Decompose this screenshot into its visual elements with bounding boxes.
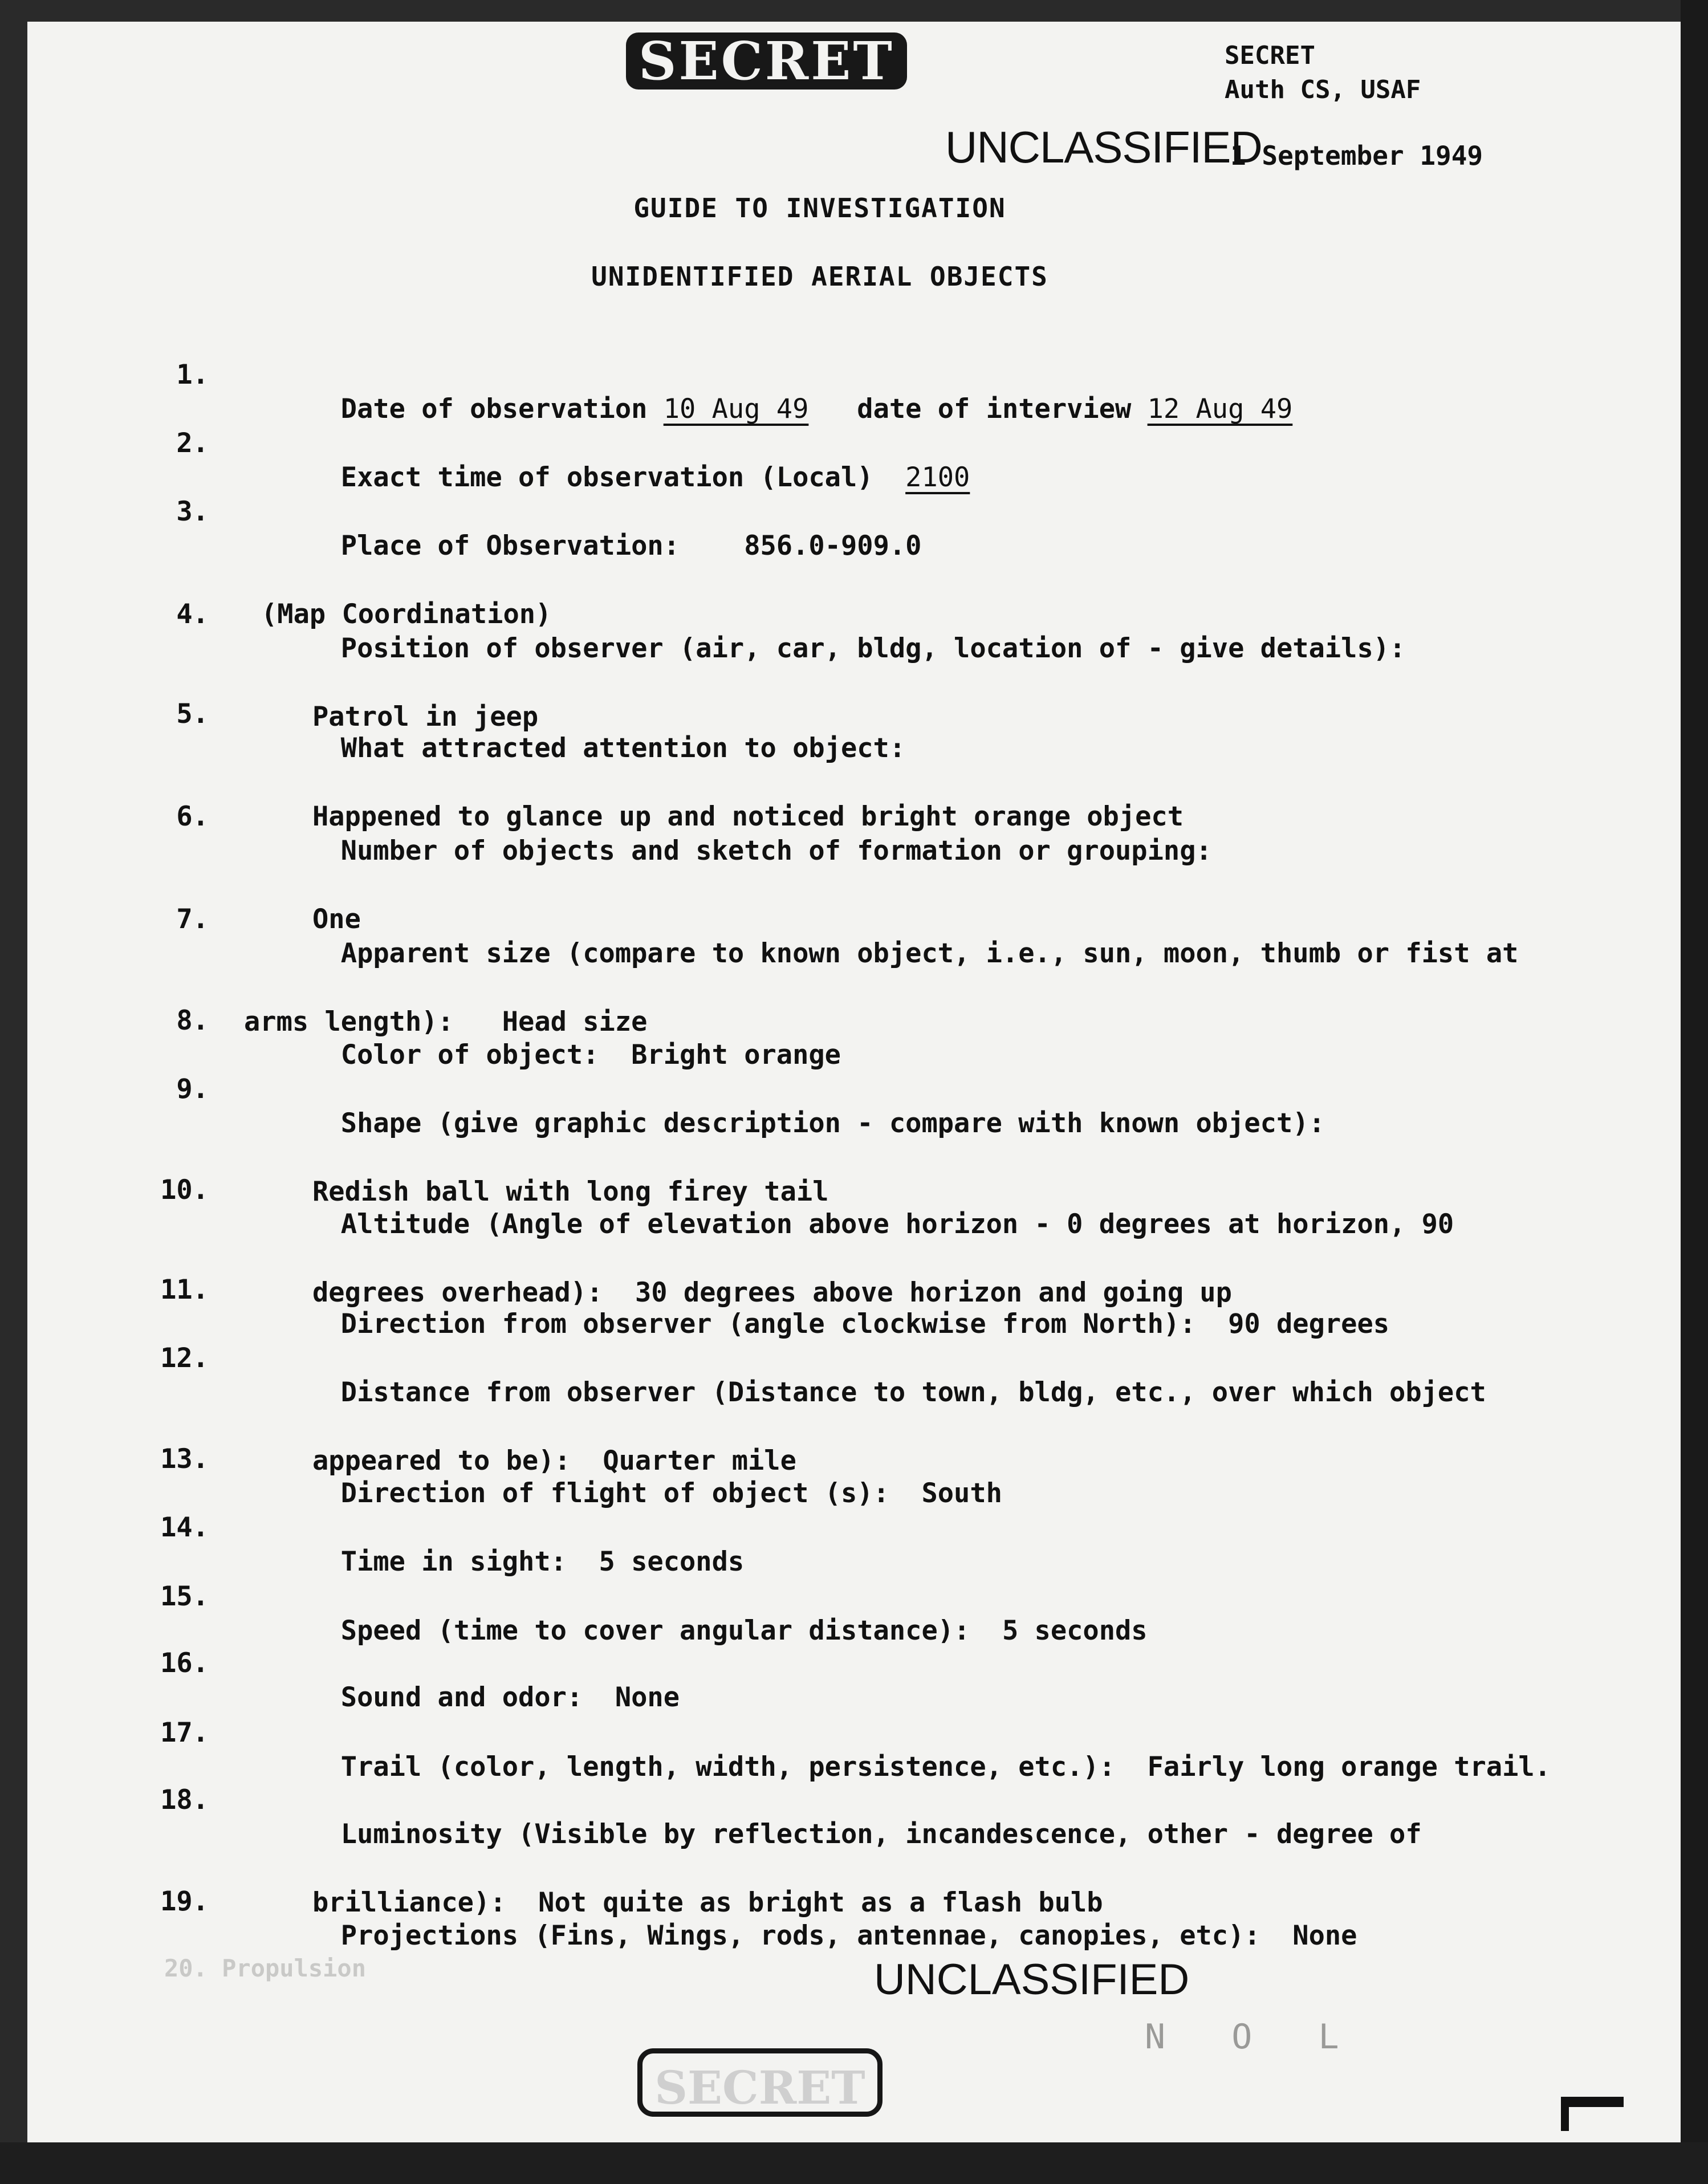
document-page: SECRET SECRET Auth CS, USAF UNCLASSIFIED 1 September 1949 GUIDE TO INVESTIGATION UNIDENTIFIED AERIAL OBJECTS 1. Date of observation 10 Aug 49 date of interview 12 Aug 49 2. Exact time of observation (Local) 2100 3. Place of Observation: 856.0-909.0 (Map Coordination) 4. Position of observer (air, car, bldg, location of - give details): Patrol in jeep 5. What attracted attention to object: Happened to glance up and noticed bright orange object 6. Number of objects and sketch of formation or grouping: One 7. Apparent size (compare to known object, i.e., sun, moon, thumb or fist at arms length): Head size 8. Color of object: Bright orange 9. Shape (give graphic description - compare with known object): Redish ball with long firey tail 10. Altitude (Angle of elevation above horizon - 0 degrees at horizon, 90 degrees overhead): 30 degrees above horizon and going up 11. Direction from observer (angle clockwise from North): 90 degrees 12. Distance from observer (Distance to town, bldg, etc., over which object appeared to be): Quarter mile 13. Direction of flight of object (s): South 14. Time in sight: 5 seconds 15. Speed (time to cover angular distance): 5 seconds 16. Sound and odor: None 17. Trail (color, length, width, persistence, etc.): Fairly long orange trail. 18. Luminosity (Visible by reflection, incandescence, other - degree of brilliance): Not quite as bright as a flash bulb 19. Projections (Fins, Wings, rods, antennae, canopies, etc): None 20. Propulsion UNCLASSIFIED N O L SECRET bbox=[27, 22, 1681, 2142]
document-date: 1 September 1949 bbox=[1230, 140, 1483, 171]
secret-stamp-top: SECRET bbox=[626, 30, 877, 92]
faded-handwritten-marks: N O L bbox=[1145, 2017, 1362, 2057]
classification-line-2: Auth CS, USAF bbox=[1225, 75, 1421, 104]
secret-stamp-bottom: SECRET bbox=[637, 2048, 883, 2117]
corner-mark bbox=[1561, 2097, 1624, 2131]
document-subtitle: UNIDENTIFIED AERIAL OBJECTS bbox=[591, 261, 1048, 292]
document-title: GUIDE TO INVESTIGATION bbox=[633, 193, 1006, 223]
classification-line-1: SECRET bbox=[1225, 41, 1315, 70]
faded-form-item-20: 20. Propulsion bbox=[164, 1954, 367, 1982]
unclassified-stamp-bottom: UNCLASSIFIED bbox=[874, 1955, 1190, 2004]
observation-date-value: 10 Aug 49 bbox=[663, 393, 809, 425]
observation-time-value: 2100 bbox=[905, 462, 970, 493]
unclassified-stamp-top: UNCLASSIFIED bbox=[945, 122, 1262, 172]
scan-edge-bottom bbox=[0, 2142, 1708, 2184]
classification-authority bbox=[1225, 39, 1421, 107]
scan-edge-right bbox=[1681, 0, 1708, 2184]
interview-date-value: 12 Aug 49 bbox=[1147, 393, 1293, 425]
